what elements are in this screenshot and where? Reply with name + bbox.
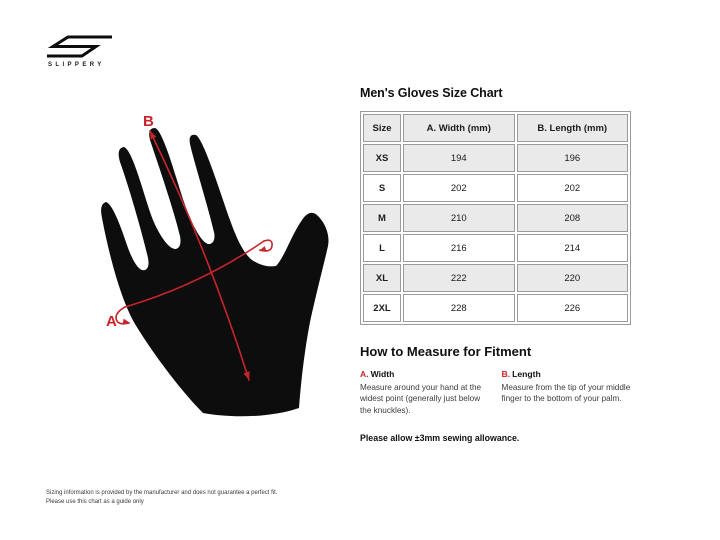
value-cell: 208 (517, 204, 629, 232)
size-cell: M (363, 204, 401, 232)
size-cell: 2XL (363, 294, 401, 322)
size-cell: XS (363, 144, 401, 172)
width-key: A. (360, 369, 369, 379)
table-row (363, 234, 628, 262)
table-row (363, 264, 628, 292)
length-instruction-label: Length (512, 369, 541, 379)
hand-silhouette-icon (101, 128, 328, 416)
length-label: B (143, 113, 154, 130)
width-instruction-label: Width (370, 369, 395, 379)
table-row (363, 174, 628, 202)
length-key: B. (501, 369, 511, 379)
value-cell: 202 (517, 174, 629, 202)
disclaimer-line1: Sizing information is provided by the manufacturer and does not guarantee a perfect fit. (46, 490, 278, 496)
size-chart-title: Men's Gloves Size Chart (360, 86, 503, 100)
size-chart-panel (360, 86, 631, 443)
width-instruction-heading (360, 369, 490, 379)
value-cell: 222 (403, 264, 515, 292)
size-table-body (363, 144, 628, 322)
length-instruction (502, 369, 632, 416)
value-cell: 194 (403, 144, 515, 172)
length-instruction-text: Measure from the tip of your middle finger to the bottom of your palm. (501, 383, 631, 404)
table-row (363, 204, 628, 232)
value-cell: 216 (403, 234, 515, 262)
size-cell: L (363, 234, 401, 262)
value-cell: 220 (517, 264, 629, 292)
column-header-size: Size (363, 114, 401, 142)
value-cell: 214 (517, 234, 629, 262)
column-header-width: A. Width (mm) (403, 114, 515, 142)
value-cell: 228 (403, 294, 515, 322)
table-row (363, 144, 628, 172)
value-cell: 226 (517, 294, 629, 322)
width-instruction (360, 369, 490, 416)
hand-measurement-illustration (80, 100, 340, 430)
brand-logo (45, 35, 125, 68)
size-cell: XL (363, 264, 401, 292)
column-header-length: B. Length (mm) (517, 114, 629, 142)
length-instruction-heading (502, 369, 632, 379)
width-instruction-text: Measure around your hand at the widest point (generally just below the knuckles). (360, 383, 482, 415)
table-row (363, 294, 628, 322)
value-cell: 202 (403, 174, 515, 202)
disclaimer-line2: Please use this chart as a guide only (46, 499, 144, 505)
measure-instructions (360, 369, 631, 416)
brand-wordmark: SLIPPERY (48, 62, 105, 68)
size-cell: S (363, 174, 401, 202)
value-cell: 210 (403, 204, 515, 232)
sewing-allowance-note: Please allow ±3mm sewing allowance. (360, 432, 520, 443)
slippery-s-icon (45, 35, 115, 59)
table-header-row (363, 114, 628, 142)
width-label: A (106, 313, 117, 330)
size-table (360, 111, 631, 325)
value-cell: 196 (517, 144, 629, 172)
measure-section-title: How to Measure for Fitment (360, 344, 532, 359)
disclaimer (46, 489, 277, 507)
